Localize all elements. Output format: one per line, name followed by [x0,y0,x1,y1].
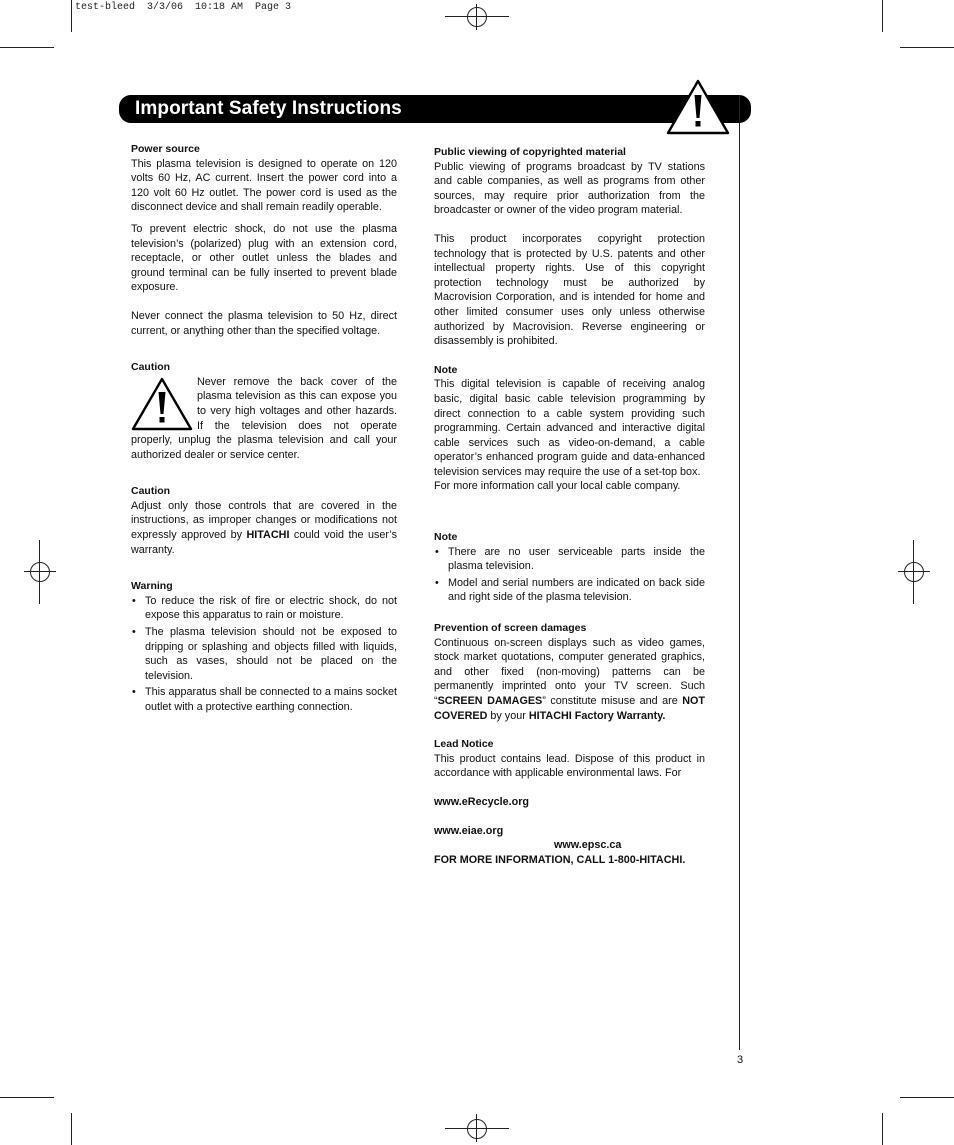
caution-paragraph-2: Adjust only those controls that are covered in the instructions, as improper changes or modifications not expressly approved by HITACHI could void the user’s warranty. [131,499,397,556]
power-source-paragraph-2: To prevent electric shock, do not use the plasma television’s (polarized) plug with an extension cord, receptacle, or other outlet unless the blades and ground terminal can be fully inserted to prevent blade exposure. [131,222,397,294]
crop-mark-icon [0,1097,54,1098]
warning-list [131,594,397,715]
prevention-heading: Prevention of screen damages [434,622,587,635]
list-item: • To reduce the risk of fire or electric shock, do not expose this apparatus to rain or moisture. [132,594,397,622]
crop-mark-icon [71,1113,72,1145]
right-column [434,145,705,867]
brand-name: HITACHI [246,529,290,542]
caution-paragraph: Never remove the back cover of the plasma television as this can expose you to very high voltages and other hazards. If the television does not operate properly, unplug the plasma television and call your authorized dealer or service center. [131,375,397,461]
list-item: • The plasma television should not be exposed to dripping or splashing and objects filled with liquids, such as vases, should not be placed on the television. [132,626,397,682]
caution-block [131,375,397,463]
note-list [434,545,705,605]
list-item: • There are no user serviceable parts inside the plasma television. [435,545,705,573]
lead-notice-paragraph: This product contains lead. Dispose of this product in accordance with applicable environmental laws. For [434,752,705,780]
warning-heading: Warning [131,580,173,593]
note-heading-2: Note [434,531,458,544]
note-heading: Note [434,363,458,376]
power-source-paragraph-3: Never connect the plasma television to 50 Hz, direct current, or anything other than the specified voltage. [131,309,397,337]
power-source-heading: Power source [131,143,200,155]
bullet: • [132,626,136,639]
crop-mark-icon [900,1097,954,1098]
warning-triangle-icon [666,79,730,135]
bullet: • [132,594,136,607]
crop-mark-icon [71,0,72,32]
list-item: • Model and serial numbers are indicated on back side and right side of the plasma television. [435,576,705,604]
printer-slug: test-bleed 3/3/06 10:18 AM Page 3 [75,2,292,13]
registration-mark-icon [24,540,56,604]
note-paragraph-2: For more information call your local cable company. [434,480,681,493]
crop-mark-icon [0,47,54,48]
crop-mark-icon [900,47,954,48]
power-source-paragraph-1: This plasma television is designed to operate on 120 volts 60 Hz, AC current. Insert the power cord into a 120 volt 60 Hz outlet. The power cord is used as the disconnect device and shall remain readily operable. [131,157,397,214]
list-item: • This apparatus shall be connected to a mains socket outlet with a protective earthing connection. [132,686,397,713]
left-column [131,142,397,717]
page-number: 3 [737,1054,744,1066]
caution-heading-2: Caution [131,485,171,498]
copyright-paragraph-2: This product incorporates copyright protection technology that is protected by U.S. patents and other intellectual property rights. Use of this copyright protection technology must be authorized by Macrovision Corporation, and is intended for home and other limited consumer uses only unless otherwise authorized by Macrovision. Reverse engineering or disassembly is prohibited. [434,232,705,348]
copyright-paragraph-1: Public viewing of programs broadcast by TV stations and cable companies, as well as programs from other sources, may require prior authorization from the broadcaster or owner of the video program material. [434,160,705,217]
crop-mark-icon [882,0,883,32]
copyright-heading: Public viewing of copyrighted material [434,146,626,158]
page-title: Important Safety Instructions [135,98,402,119]
bullet: • [132,686,136,699]
registration-mark-icon [898,540,930,604]
warning-triangle-icon [131,377,193,431]
hitachi-call-line: FOR MORE INFORMATION, CALL 1-800-HITACHI. [434,853,686,866]
caution-heading: Caution [131,361,171,374]
registration-mark-icon [445,1114,509,1142]
registration-mark-icon [445,4,509,30]
crop-mark-icon [882,1113,883,1145]
title-bar [119,95,751,123]
erecycle-link[interactable]: www.eRecycle.org [434,795,530,808]
bullet: • [435,576,439,589]
note-paragraph-1: This digital television is capable of receiving analog basic, digital basic cable television programming by direct connection to a cable system providing such programming. Certain advanced and interactive digital cable services such as video-on-demand, a cable operator’s enhanced program guide and data-enhanced television services may require the use of a set-top box. [434,378,705,478]
margin-rule [739,95,740,1050]
epsc-link[interactable]: www.epsc.ca [554,839,622,852]
eiae-link[interactable]: www.eiae.org [434,824,504,837]
bullet: • [435,545,439,558]
lead-notice-heading: Lead Notice [434,738,494,751]
prevention-paragraph: Continuous on-screen displays such as video games, stock market quotations, computer generated graphics, and other fixed (non-moving) patterns can be permanently imprinted onto your TV screen. Such “SCREEN DAMAGES” constitute misuse and are NOT COVERED by your HITACHI Factory Warranty. [434,636,705,722]
